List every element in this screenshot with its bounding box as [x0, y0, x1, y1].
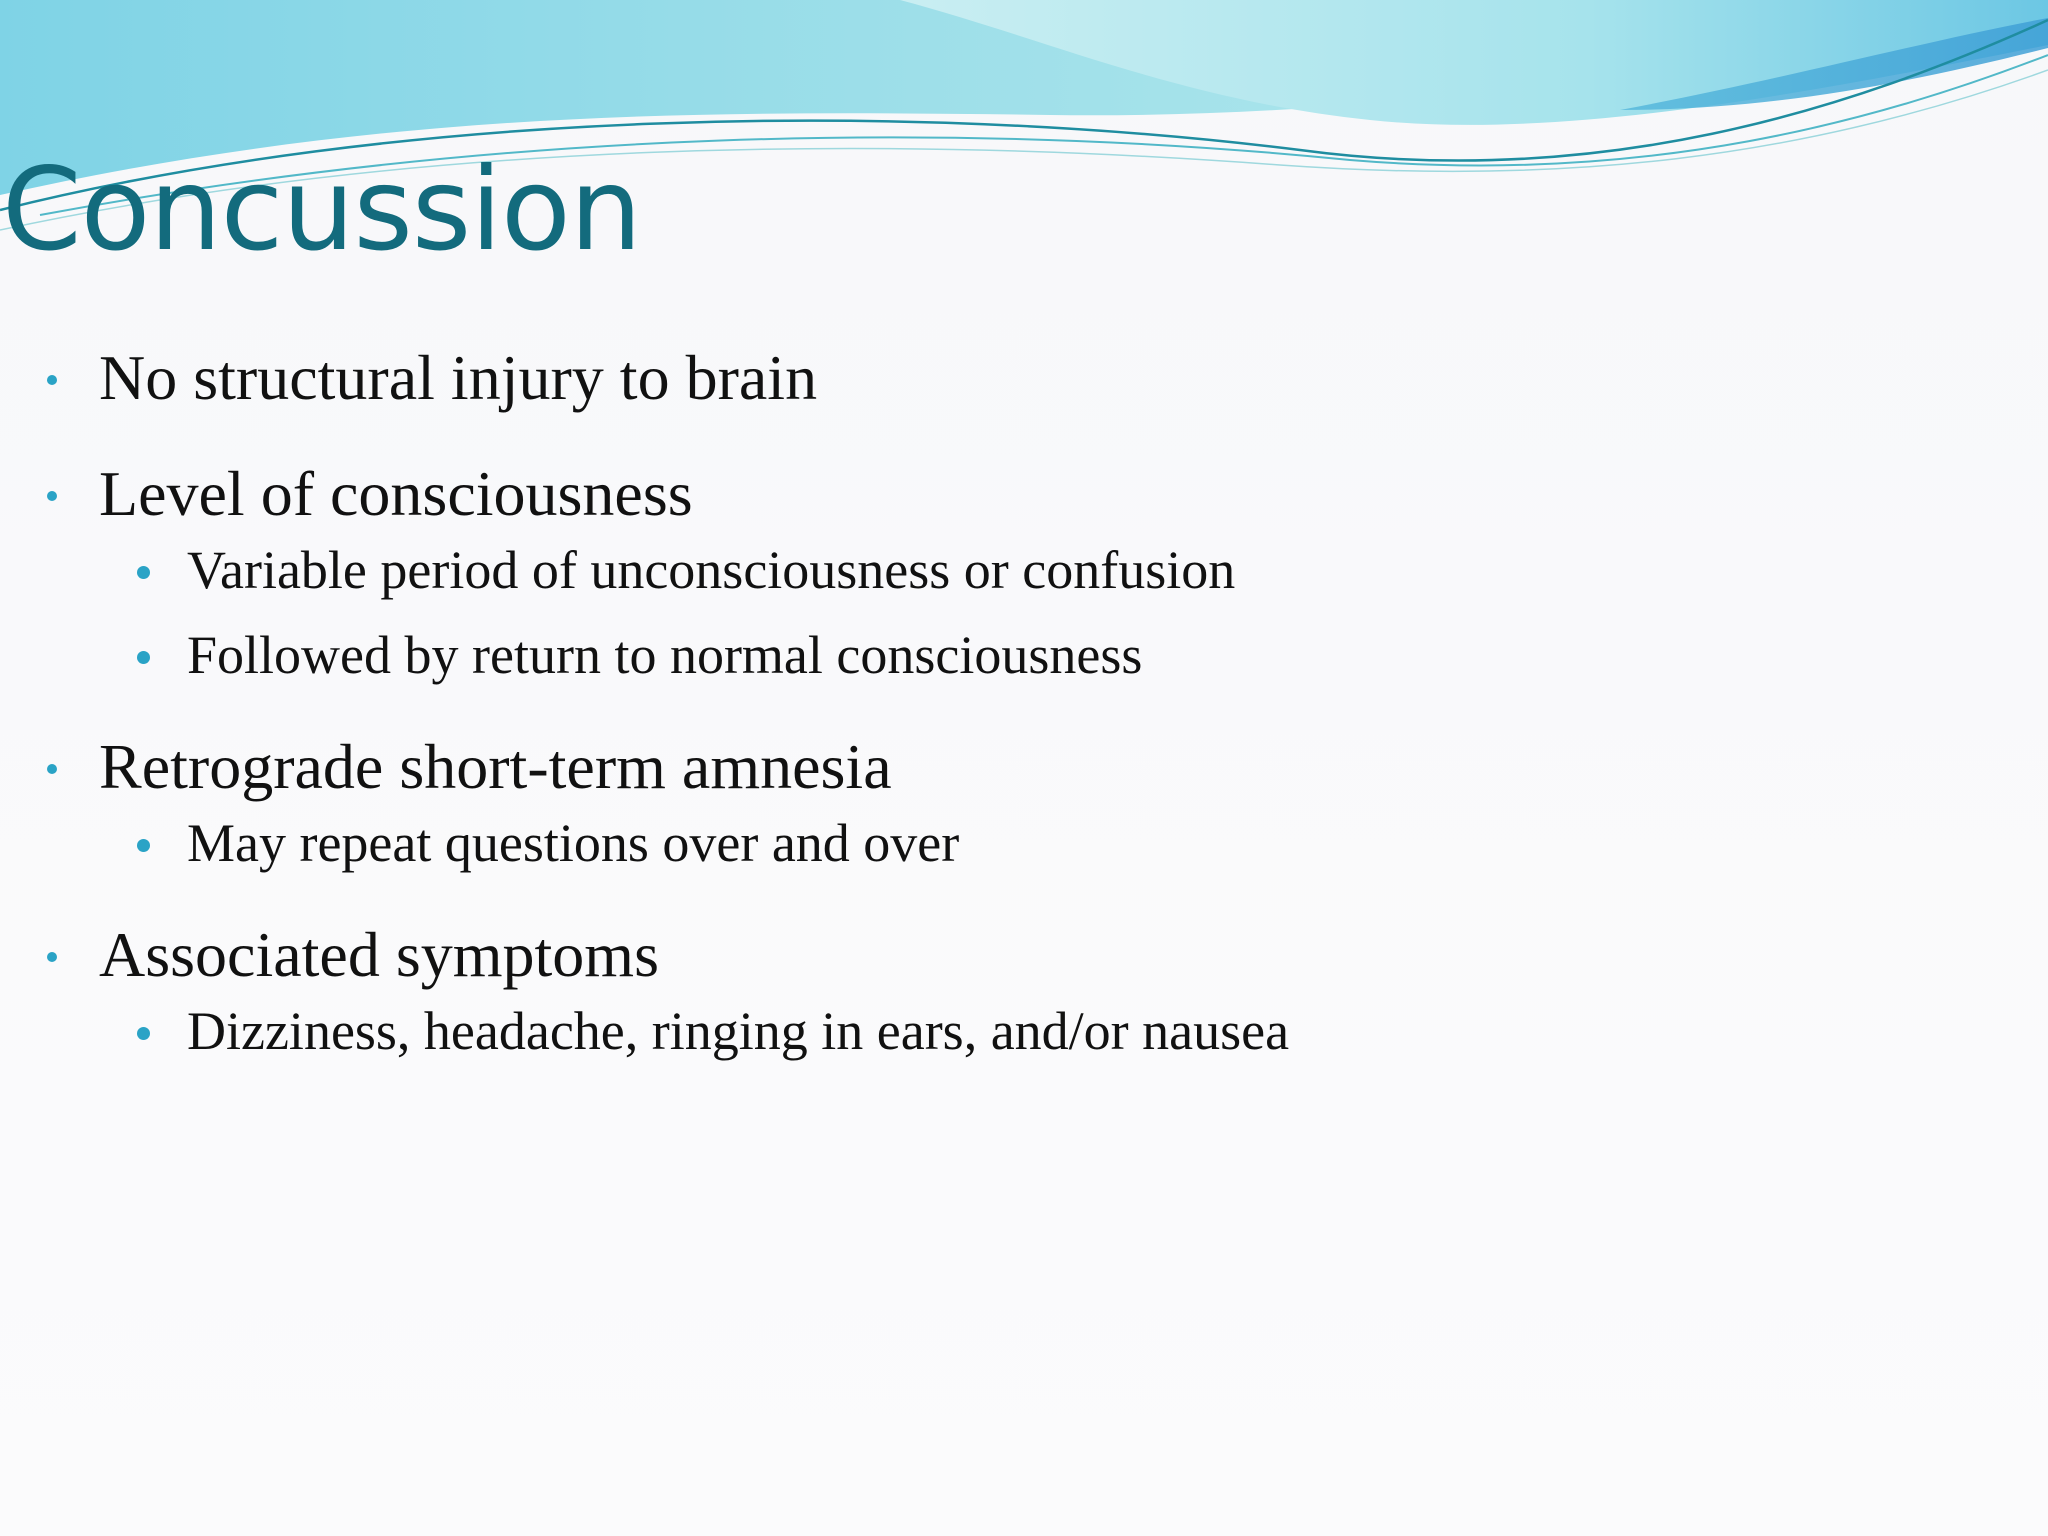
sub-bullet-item	[132, 810, 959, 876]
bullet-item	[38, 340, 817, 416]
sub-bullet-item	[132, 622, 1142, 688]
bullet-dot-icon	[137, 1027, 150, 1040]
bullet-item	[38, 917, 659, 993]
bullet-text: Level of consciousness	[99, 458, 693, 529]
bullet-text: Followed by return to normal consciousness	[187, 625, 1143, 685]
bullet-text: May repeat questions over and over	[187, 813, 960, 873]
sub-bullet-item	[132, 998, 1289, 1064]
bullet-item	[38, 456, 693, 532]
bullet-item	[38, 729, 892, 805]
bullet-dot-icon	[47, 764, 57, 774]
bullet-dot-icon	[47, 491, 57, 501]
bullet-text: Retrograde short-term amnesia	[99, 731, 892, 802]
sub-bullet-item	[132, 537, 1235, 603]
bullet-text: No structural injury to brain	[99, 342, 818, 413]
bullet-dot-icon	[137, 651, 150, 664]
bullet-dot-icon	[47, 375, 57, 385]
bullet-dot-icon	[137, 839, 150, 852]
slide-title: Concussion	[2, 143, 641, 276]
bullet-dot-icon	[47, 952, 57, 962]
bullet-text: Associated symptoms	[99, 919, 659, 990]
bullet-dot-icon	[137, 566, 150, 579]
bullet-text: Dizziness, headache, ringing in ears, and/or nausea	[187, 1001, 1290, 1061]
bullet-text: Variable period of unconsciousness or confusion	[187, 540, 1236, 600]
